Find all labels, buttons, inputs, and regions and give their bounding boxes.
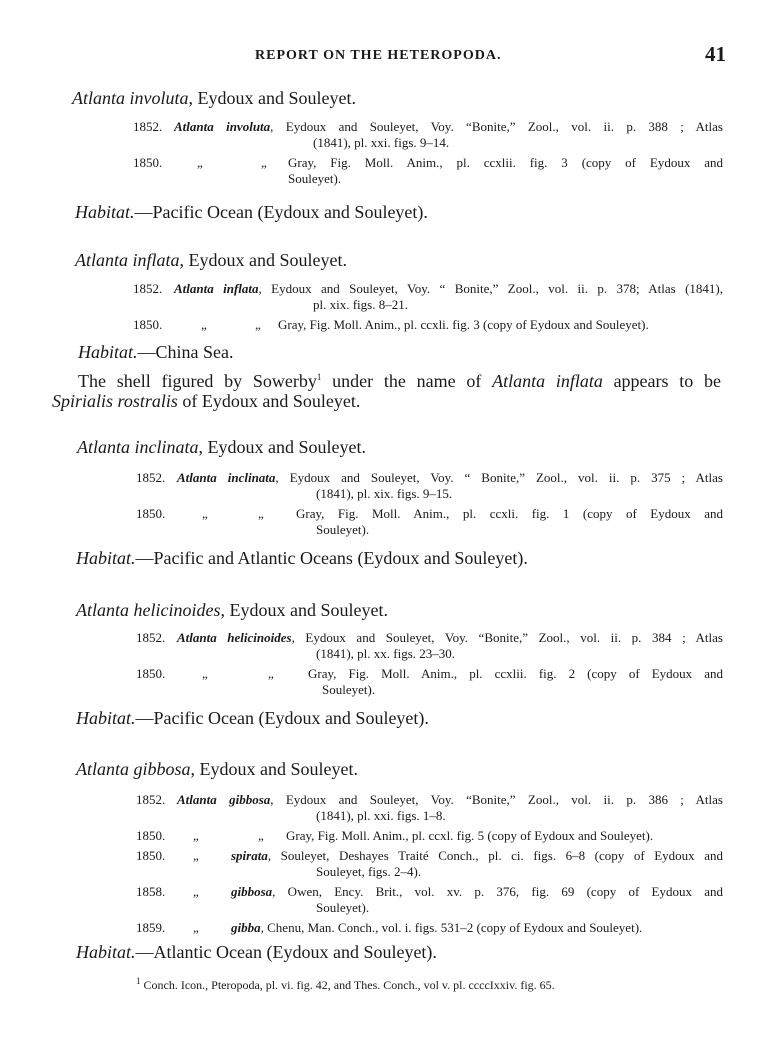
species-heading [76,759,358,780]
ditto-mark: „ [193,848,199,863]
species-heading [75,250,347,271]
species-authority: , Eydoux and Souleyet. [190,759,358,779]
ref-citation-cont: Souleyet). [288,171,342,186]
habitat-line [78,342,234,363]
ref-citation-cont: Souleyet). [316,900,370,915]
ditto-mark: „ [258,828,264,843]
habitat-text: —Pacific and Atlantic Oceans (Eydoux and Souleyet). [135,548,528,568]
ref-taxon: Atlanta involuta [174,119,271,134]
ref-year: 1852. [133,119,163,134]
synonymy-ref [133,281,723,315]
footnote [136,976,555,993]
ref-year: 1850. [133,317,163,332]
ref-year: 1852. [136,630,166,645]
synonymy-ref [136,884,723,918]
ditto-mark: „ [193,920,199,935]
species-heading [77,437,366,458]
ref-year: 1852. [133,281,163,296]
remark-paragraph-cont: Spirialis rostralis of Eydoux and Souleyet. [52,391,361,411]
ref-year: 1859. [136,920,166,935]
ref-year: 1852. [136,470,166,485]
ref-citation: , Owen, Ency. Brit., vol. xv. p. 376, fig. 69 (copy of Eydoux and [272,884,723,899]
ref-year: 1852. [136,792,166,807]
ref-taxon: Atlanta inclinata [177,470,276,485]
synonymy-ref [133,119,723,153]
species-name: Atlanta inflata [75,250,180,270]
species-name: Atlanta inclinata [77,437,199,457]
ref-taxon: gibba [231,920,261,935]
species-authority: , Eydoux and Souleyet. [220,600,388,620]
ref-taxon: Atlanta gibbosa [177,792,271,807]
habitat-label: Habitat. [76,708,136,728]
ref-citation: , Eydoux and Souleyet, Voy. “Bonite,” Zool., vol. ii. p. 386 ; Atlas [270,792,723,807]
habitat-text: —Pacific Ocean (Eydoux and Souleyet). [134,202,428,222]
synonymy-ref [136,506,723,540]
ditto-mark: „ [202,506,208,521]
ref-citation-cont: Souleyet). [322,682,376,697]
habitat-line [76,708,429,729]
running-title: REPORT ON THE HETEROPODA. [255,48,502,63]
ditto-mark: „ [268,666,274,681]
ref-citation: Gray, Fig. Moll. Anim., pl. ccxlii. fig. 2 (copy of Eydoux and [308,666,723,681]
ditto-mark: „ [201,317,207,332]
ditto-mark: „ [202,666,208,681]
footnote-ref: 1 [316,372,322,382]
ref-taxon: gibbosa [231,884,273,899]
habitat-line [76,548,528,569]
ref-citation: , Eydoux and Souleyet, Voy. “ Bonite,” Zool., vol. ii. p. 375 ; Atlas [275,470,723,485]
synonymy-ref [136,630,723,664]
ref-citation-cont: Souleyet). [316,522,370,537]
species-name: Atlanta helicinoides [76,600,221,620]
ref-citation: , Eydoux and Souleyet, Voy. “ Bonite,” Zool., vol. ii. p. 378; Atlas (1841), [258,281,723,296]
ref-year: 1850. [136,828,166,843]
habitat-line [75,202,428,223]
running-header [0,42,776,68]
ditto-mark: „ [255,317,261,332]
ref-citation: , Chenu, Man. Conch., vol. i. figs. 531–2 (copy of Eydoux and Souleyet). [260,920,643,935]
ref-citation: Gray, Fig. Moll. Anim., pl. ccxl. fig. 5 (copy of Eydoux and Souleyet). [286,828,654,843]
ref-year: 1850. [136,666,166,681]
habitat-label: Habitat. [76,548,136,568]
ditto-mark: „ [261,155,267,170]
ref-citation-cont: pl. xix. figs. 8–21. [313,297,408,312]
habitat-text: —China Sea. [137,342,234,362]
ref-citation: Gray, Fig. Moll. Anim., pl. ccxlii. fig. 3 (copy of Eydoux and [288,155,723,170]
ref-year: 1850. [136,848,166,863]
synonymy-ref [136,792,723,826]
species-name: Atlanta involuta [72,88,189,108]
ref-citation: , Souleyet, Deshayes Traité Conch., pl. ci. figs. 6–8 (copy of Eydoux and [267,848,723,863]
taxon-mention: Spirialis rostralis [52,391,178,411]
synonymy-ref [136,470,723,504]
ref-citation: , Eydoux and Souleyet, Voy. “Bonite,” Zool., vol. ii. p. 388 ; Atlas [270,119,723,134]
ref-year: 1858. [136,884,166,899]
synonymy-ref [136,848,723,882]
species-heading [76,600,388,621]
species-authority: , Eydoux and Souleyet. [179,250,347,270]
ref-citation-cont: (1841), pl. xxi. figs. 9–14. [313,135,450,150]
ref-citation-cont: (1841), pl. xxi. figs. 1–8. [316,808,446,823]
habitat-line [76,942,437,963]
synonymy-ref [136,828,723,846]
ref-citation: , Eydoux and Souleyet, Voy. “Bonite,” Zool., vol. ii. p. 384 ; Atlas [291,630,723,645]
habitat-text: —Atlantic Ocean (Eydoux and Souleyet). [135,942,437,962]
page-number: 41 [705,42,726,66]
ditto-mark: „ [193,828,199,843]
ref-year: 1850. [133,155,163,170]
ref-citation-cont: Souleyet, figs. 2–4). [316,864,422,879]
ref-citation: Gray, Fig. Moll. Anim., pl. ccxli. fig. 1 (copy of Eydoux and [296,506,723,521]
taxon-mention: Atlanta inflata [492,371,603,391]
synonymy-ref [133,155,723,189]
species-heading [72,88,356,109]
ditto-mark: „ [258,506,264,521]
synonymy-ref [133,317,723,335]
footnote-mark: 1 [136,976,141,986]
synonymy-ref [136,920,723,938]
ref-year: 1850. [136,506,166,521]
species-authority: , Eydoux and Souleyet. [198,437,366,457]
remark-paragraph: The shell figured by Sowerby$^1$ under the name of Atlanta inflata appears to be [78,371,722,391]
habitat-text: —Pacific Ocean (Eydoux and Souleyet). [135,708,429,728]
species-authority: , Eydoux and Souleyet. [188,88,356,108]
species-name: Atlanta gibbosa [76,759,191,779]
habitat-label: Habitat. [75,202,135,222]
ditto-mark: „ [197,155,203,170]
synonymy-ref [136,666,723,700]
ref-taxon: Atlanta helicinoides [177,630,292,645]
ref-citation: Gray, Fig. Moll. Anim., pl. ccxli. fig. 3 (copy of Eydoux and Souleyet). [278,317,649,332]
ref-taxon: Atlanta inflata [174,281,259,296]
ditto-mark: „ [193,884,199,899]
ref-citation-cont: (1841), pl. xx. figs. 23–30. [316,646,456,661]
habitat-label: Habitat. [78,342,138,362]
ref-citation-cont: (1841), pl. xix. figs. 9–15. [316,486,453,501]
footnote-text: Conch. Icon., Pteropoda, pl. vi. fig. 42, and Thes. Conch., vol v. pl. ccccIxxiv. fig. 65. [143,978,555,992]
habitat-label: Habitat. [76,942,136,962]
ref-taxon: spirata [231,848,268,863]
